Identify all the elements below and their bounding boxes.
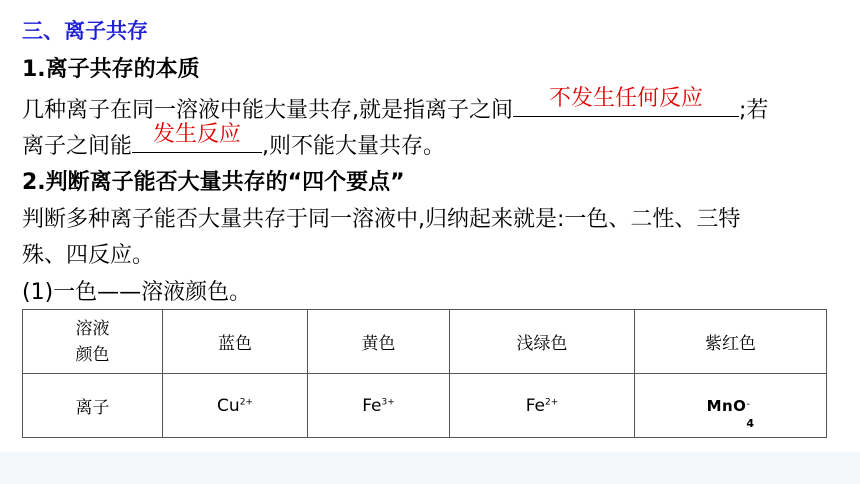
heading-four-points: 2.判断离子能否大量共存的“四个要点” — [22, 170, 405, 195]
bottom-band — [0, 452, 860, 484]
ion-cell-cu2 — [163, 374, 308, 438]
essence-text-prefix: 几种离子在同一溶液中能大量共存,就是指离子之间 — [22, 98, 513, 123]
paragraph-judge-line2: 殊、四反应。 — [22, 243, 155, 268]
heading-essence: 1.离子共存的本质 — [22, 57, 200, 82]
ion-base: Cu — [217, 395, 240, 416]
header-label-line1: 溶液 — [75, 318, 110, 339]
ion-color-table — [22, 309, 827, 438]
answer-reaction: 发生反应 — [153, 122, 242, 147]
ion-formula — [706, 396, 755, 430]
ion-cell-fe2 — [450, 374, 635, 438]
ion-base: MnO — [706, 396, 747, 415]
ion-subscript: 4 — [746, 416, 755, 430]
ion-charge: 3+ — [381, 396, 395, 407]
item-one-color: (1)一色——溶液颜色。 — [22, 280, 252, 305]
header-label-line2: 颜色 — [75, 344, 110, 365]
ion-base: Fe — [362, 395, 382, 416]
color-cell-purple-red: 紫红色 — [635, 310, 827, 374]
ion-charge: 2+ — [239, 396, 253, 407]
color-cell-yellow: 黄色 — [308, 310, 450, 374]
essence-line2-prefix: 离子之间能 — [22, 134, 133, 159]
fill-blank-2 — [132, 122, 262, 153]
color-cell-light-green: 浅绿色 — [450, 310, 635, 374]
essence-text-suffix: ;若 — [739, 98, 769, 123]
ion-cell-fe3 — [308, 374, 450, 438]
ion-base: Fe — [525, 395, 546, 416]
table-row-color — [23, 310, 827, 374]
paragraph-judge-line1: 判断多种离子能否大量共存于同一溶液中,归纳起来就是:一色、二性、三特 — [22, 207, 741, 232]
color-cell-blue: 蓝色 — [163, 310, 308, 374]
ion-charge: - — [746, 398, 751, 410]
paragraph-essence-line2 — [22, 122, 446, 162]
ion-charge: 2+ — [545, 396, 559, 407]
table-row-ion — [23, 374, 827, 438]
section-title: 三、离子共存 — [22, 19, 148, 43]
answer-no-reaction: 不发生任何反应 — [548, 86, 703, 111]
header-solution-color — [23, 310, 163, 374]
essence-line2-suffix: ,则不能大量共存。 — [262, 134, 446, 159]
fill-blank-1 — [513, 86, 739, 117]
ion-cell-mno4 — [635, 374, 827, 438]
row-label-ion: 离子 — [23, 374, 163, 438]
